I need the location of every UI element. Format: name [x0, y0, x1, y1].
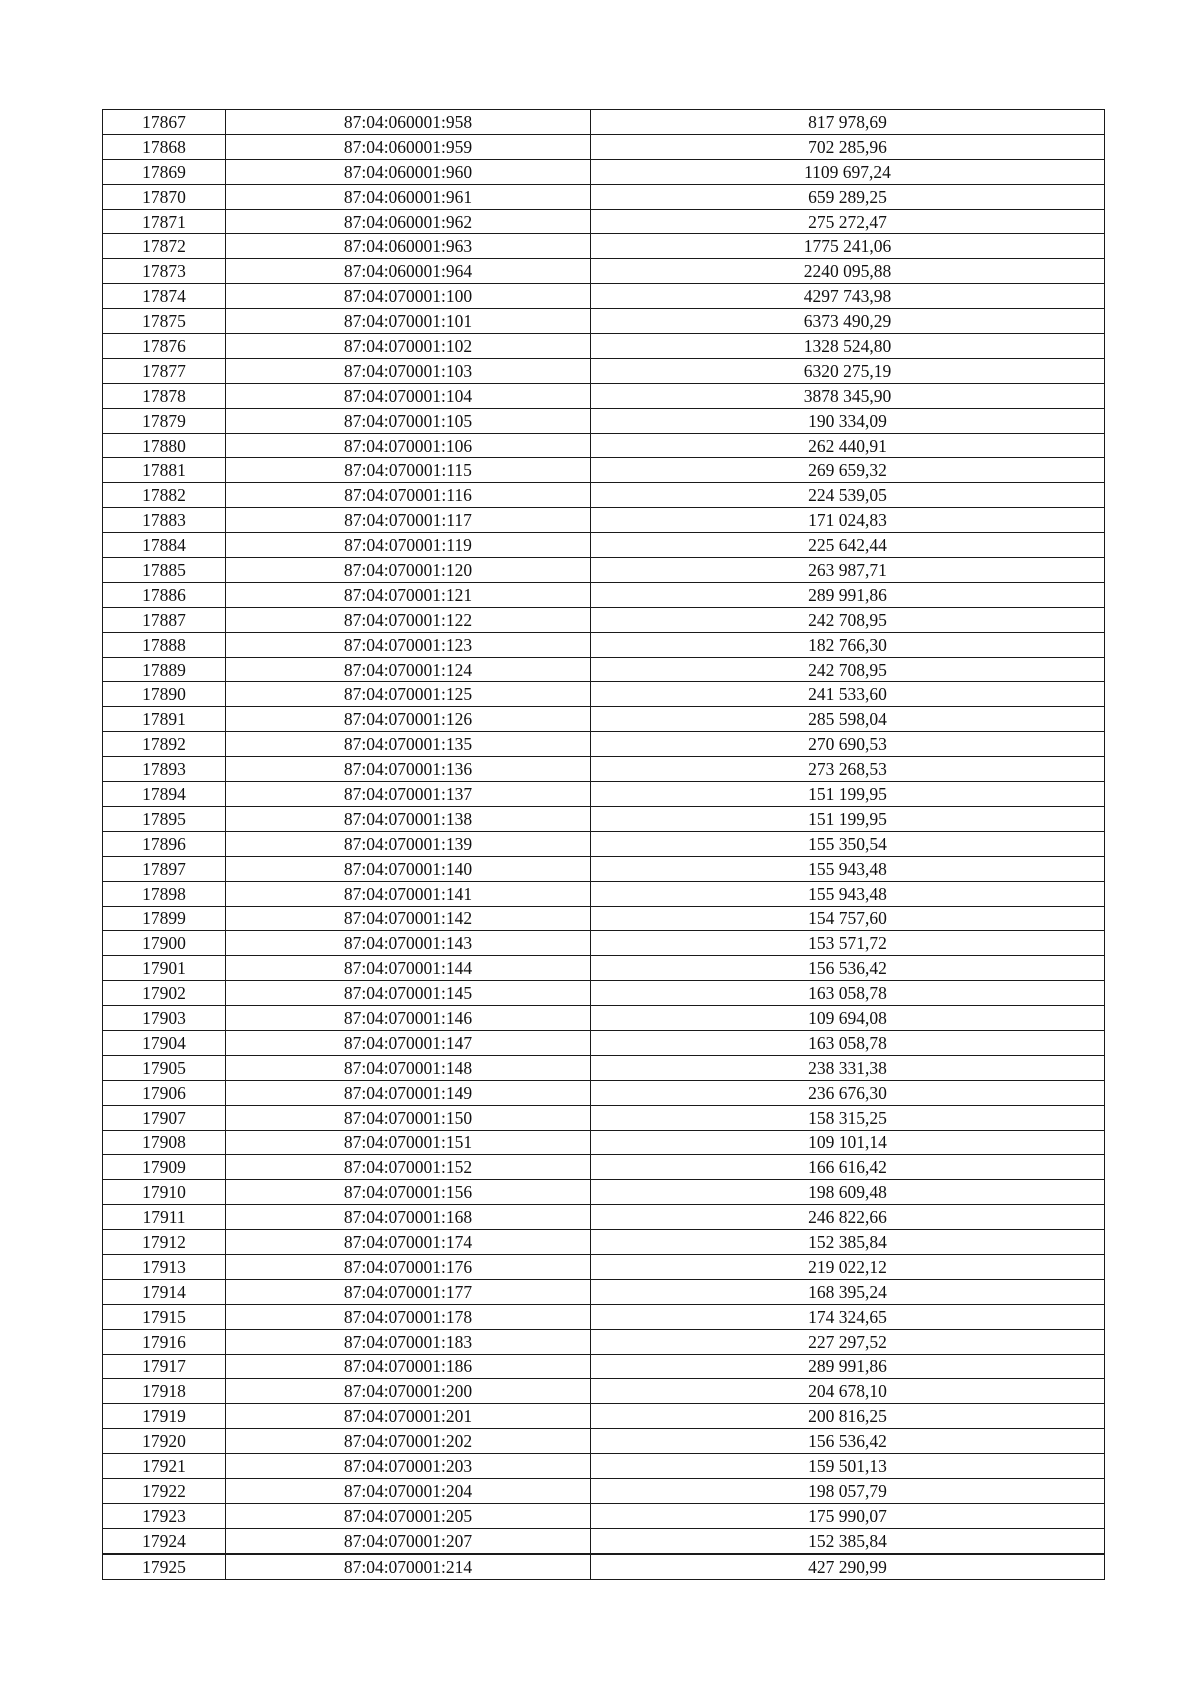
cadastral-value-cell: 289 991,86 — [591, 1354, 1105, 1379]
cadastral-number-cell: 87:04:060001:961 — [226, 184, 591, 209]
table-row — [103, 1304, 1105, 1329]
cadastral-number-cell: 87:04:070001:119 — [226, 533, 591, 558]
cadastral-number-cell: 87:04:070001:102 — [226, 334, 591, 359]
table-row — [103, 806, 1105, 831]
cadastral-value-cell: 163 058,78 — [591, 981, 1105, 1006]
table-body — [103, 110, 1105, 1580]
table-row — [103, 831, 1105, 856]
row-number-cell: 17915 — [103, 1304, 226, 1329]
cadastral-value-cell: 200 816,25 — [591, 1404, 1105, 1429]
table-row — [103, 1030, 1105, 1055]
cadastral-value-cell: 289 991,86 — [591, 582, 1105, 607]
table-row — [103, 1180, 1105, 1205]
cadastral-number-cell: 87:04:070001:104 — [226, 383, 591, 408]
cadastral-value-cell: 241 533,60 — [591, 682, 1105, 707]
cadastral-value-cell: 6320 275,19 — [591, 358, 1105, 383]
cadastral-number-cell: 87:04:070001:137 — [226, 782, 591, 807]
table-row — [103, 110, 1105, 135]
row-number-cell: 17867 — [103, 110, 226, 135]
table-row — [103, 582, 1105, 607]
row-number-cell: 17912 — [103, 1230, 226, 1255]
cadastral-value-cell: 174 324,65 — [591, 1304, 1105, 1329]
row-number-cell: 17876 — [103, 334, 226, 359]
table-row — [103, 1554, 1105, 1579]
cadastral-number-cell: 87:04:060001:959 — [226, 134, 591, 159]
table-row — [103, 1329, 1105, 1354]
table-row — [103, 906, 1105, 931]
table-row — [103, 856, 1105, 881]
table-row — [103, 483, 1105, 508]
row-number-cell: 17893 — [103, 757, 226, 782]
row-number-cell: 17889 — [103, 657, 226, 682]
table-row — [103, 309, 1105, 334]
table-row — [103, 1354, 1105, 1379]
cadastral-number-cell: 87:04:060001:958 — [226, 110, 591, 135]
table-row — [103, 632, 1105, 657]
cadastral-value-cell: 198 057,79 — [591, 1478, 1105, 1503]
cadastral-number-cell: 87:04:060001:960 — [226, 159, 591, 184]
cadastral-value-cell: 1328 524,80 — [591, 334, 1105, 359]
cadastral-number-cell: 87:04:070001:200 — [226, 1379, 591, 1404]
cadastral-number-cell: 87:04:070001:126 — [226, 707, 591, 732]
row-number-cell: 17890 — [103, 682, 226, 707]
cadastral-number-cell: 87:04:070001:103 — [226, 358, 591, 383]
row-number-cell: 17918 — [103, 1379, 226, 1404]
cadastral-value-cell: 154 757,60 — [591, 906, 1105, 931]
row-number-cell: 17877 — [103, 358, 226, 383]
row-number-cell: 17923 — [103, 1503, 226, 1528]
row-number-cell: 17892 — [103, 732, 226, 757]
row-number-cell: 17869 — [103, 159, 226, 184]
cadastral-number-cell: 87:04:070001:106 — [226, 433, 591, 458]
cadastral-number-cell: 87:04:070001:186 — [226, 1354, 591, 1379]
cadastral-value-table — [102, 109, 1105, 1580]
row-number-cell: 17897 — [103, 856, 226, 881]
row-number-cell: 17913 — [103, 1254, 226, 1279]
row-number-cell: 17916 — [103, 1329, 226, 1354]
row-number-cell: 17872 — [103, 234, 226, 259]
cadastral-value-cell: 219 022,12 — [591, 1254, 1105, 1279]
row-number-cell: 17879 — [103, 408, 226, 433]
row-number-cell: 17881 — [103, 458, 226, 483]
cadastral-value-cell: 204 678,10 — [591, 1379, 1105, 1404]
row-number-cell: 17883 — [103, 508, 226, 533]
cadastral-number-cell: 87:04:070001:125 — [226, 682, 591, 707]
table-row — [103, 707, 1105, 732]
cadastral-number-cell: 87:04:070001:140 — [226, 856, 591, 881]
table-row — [103, 1404, 1105, 1429]
cadastral-value-cell: 155 350,54 — [591, 831, 1105, 856]
cadastral-value-cell: 198 609,48 — [591, 1180, 1105, 1205]
cadastral-number-cell: 87:04:070001:207 — [226, 1528, 591, 1553]
cadastral-value-cell: 427 290,99 — [591, 1554, 1105, 1579]
cadastral-value-cell: 155 943,48 — [591, 856, 1105, 881]
row-number-cell: 17891 — [103, 707, 226, 732]
cadastral-value-cell: 152 385,84 — [591, 1528, 1105, 1553]
table-row — [103, 956, 1105, 981]
cadastral-number-cell: 87:04:070001:151 — [226, 1130, 591, 1155]
table-row — [103, 259, 1105, 284]
cadastral-number-cell: 87:04:060001:964 — [226, 259, 591, 284]
row-number-cell: 17871 — [103, 209, 226, 234]
cadastral-value-cell: 224 539,05 — [591, 483, 1105, 508]
row-number-cell: 17884 — [103, 533, 226, 558]
table-row — [103, 508, 1105, 533]
cadastral-value-cell: 702 285,96 — [591, 134, 1105, 159]
cadastral-value-cell: 109 694,08 — [591, 1006, 1105, 1031]
cadastral-value-cell: 159 501,13 — [591, 1454, 1105, 1479]
row-number-cell: 17925 — [103, 1554, 226, 1579]
cadastral-number-cell: 87:04:070001:203 — [226, 1454, 591, 1479]
cadastral-number-cell: 87:04:070001:144 — [226, 956, 591, 981]
row-number-cell: 17896 — [103, 831, 226, 856]
cadastral-value-cell: 262 440,91 — [591, 433, 1105, 458]
cadastral-value-cell: 166 616,42 — [591, 1155, 1105, 1180]
row-number-cell: 17894 — [103, 782, 226, 807]
cadastral-value-cell: 273 268,53 — [591, 757, 1105, 782]
cadastral-number-cell: 87:04:070001:183 — [226, 1329, 591, 1354]
cadastral-value-cell: 168 395,24 — [591, 1279, 1105, 1304]
cadastral-value-cell: 171 024,83 — [591, 508, 1105, 533]
table-row — [103, 1279, 1105, 1304]
row-number-cell: 17908 — [103, 1130, 226, 1155]
table-row — [103, 209, 1105, 234]
cadastral-number-cell: 87:04:070001:100 — [226, 284, 591, 309]
table-row — [103, 1454, 1105, 1479]
row-number-cell: 17907 — [103, 1105, 226, 1130]
cadastral-value-cell: 236 676,30 — [591, 1080, 1105, 1105]
cadastral-value-cell: 817 978,69 — [591, 110, 1105, 135]
row-number-cell: 17874 — [103, 284, 226, 309]
cadastral-value-cell: 155 943,48 — [591, 881, 1105, 906]
cadastral-value-cell: 1109 697,24 — [591, 159, 1105, 184]
cadastral-value-cell: 190 334,09 — [591, 408, 1105, 433]
table-row — [103, 358, 1105, 383]
cadastral-value-cell: 270 690,53 — [591, 732, 1105, 757]
cadastral-number-cell: 87:04:070001:147 — [226, 1030, 591, 1055]
cadastral-number-cell: 87:04:070001:178 — [226, 1304, 591, 1329]
cadastral-value-cell: 4297 743,98 — [591, 284, 1105, 309]
cadastral-number-cell: 87:04:070001:202 — [226, 1429, 591, 1454]
cadastral-value-cell: 275 272,47 — [591, 209, 1105, 234]
table-row — [103, 334, 1105, 359]
cadastral-number-cell: 87:04:070001:117 — [226, 508, 591, 533]
row-number-cell: 17873 — [103, 259, 226, 284]
cadastral-value-cell: 163 058,78 — [591, 1030, 1105, 1055]
row-number-cell: 17911 — [103, 1205, 226, 1230]
row-number-cell: 17898 — [103, 881, 226, 906]
cadastral-number-cell: 87:04:070001:204 — [226, 1478, 591, 1503]
table-row — [103, 159, 1105, 184]
cadastral-number-cell: 87:04:070001:145 — [226, 981, 591, 1006]
table-row — [103, 931, 1105, 956]
cadastral-number-cell: 87:04:070001:105 — [226, 408, 591, 433]
table-row — [103, 433, 1105, 458]
row-number-cell: 17882 — [103, 483, 226, 508]
row-number-cell: 17875 — [103, 309, 226, 334]
cadastral-number-cell: 87:04:070001:121 — [226, 582, 591, 607]
cadastral-value-cell: 158 315,25 — [591, 1105, 1105, 1130]
table-row — [103, 881, 1105, 906]
table-row — [103, 533, 1105, 558]
row-number-cell: 17906 — [103, 1080, 226, 1105]
cadastral-value-cell: 6373 490,29 — [591, 309, 1105, 334]
table-row — [103, 383, 1105, 408]
cadastral-number-cell: 87:04:070001:177 — [226, 1279, 591, 1304]
table-row — [103, 458, 1105, 483]
cadastral-value-cell: 263 987,71 — [591, 558, 1105, 583]
table-row — [103, 1080, 1105, 1105]
cadastral-value-cell: 246 822,66 — [591, 1205, 1105, 1230]
cadastral-number-cell: 87:04:070001:142 — [226, 906, 591, 931]
cadastral-value-cell: 659 289,25 — [591, 184, 1105, 209]
row-number-cell: 17903 — [103, 1006, 226, 1031]
table-row — [103, 981, 1105, 1006]
row-number-cell: 17910 — [103, 1180, 226, 1205]
cadastral-number-cell: 87:04:070001:149 — [226, 1080, 591, 1105]
table-row — [103, 782, 1105, 807]
cadastral-number-cell: 87:04:060001:962 — [226, 209, 591, 234]
table-row — [103, 1230, 1105, 1255]
table-row — [103, 134, 1105, 159]
cadastral-number-cell: 87:04:070001:139 — [226, 831, 591, 856]
table-row — [103, 1528, 1105, 1553]
row-number-cell: 17900 — [103, 931, 226, 956]
cadastral-value-cell: 269 659,32 — [591, 458, 1105, 483]
cadastral-number-cell: 87:04:070001:122 — [226, 607, 591, 632]
cadastral-number-cell: 87:04:070001:116 — [226, 483, 591, 508]
table-row — [103, 757, 1105, 782]
row-number-cell: 17887 — [103, 607, 226, 632]
row-number-cell: 17921 — [103, 1454, 226, 1479]
row-number-cell: 17886 — [103, 582, 226, 607]
table-row — [103, 1055, 1105, 1080]
table-row — [103, 682, 1105, 707]
cadastral-number-cell: 87:04:070001:214 — [226, 1554, 591, 1579]
cadastral-number-cell: 87:04:070001:124 — [226, 657, 591, 682]
cadastral-value-cell: 156 536,42 — [591, 1429, 1105, 1454]
cadastral-number-cell: 87:04:070001:141 — [226, 881, 591, 906]
cadastral-value-cell: 242 708,95 — [591, 607, 1105, 632]
table-row — [103, 184, 1105, 209]
table-row — [103, 1429, 1105, 1454]
cadastral-number-cell: 87:04:070001:150 — [226, 1105, 591, 1130]
cadastral-value-cell: 285 598,04 — [591, 707, 1105, 732]
row-number-cell: 17919 — [103, 1404, 226, 1429]
cadastral-value-cell: 225 642,44 — [591, 533, 1105, 558]
table-row — [103, 607, 1105, 632]
cadastral-value-cell: 175 990,07 — [591, 1503, 1105, 1528]
row-number-cell: 17922 — [103, 1478, 226, 1503]
cadastral-number-cell: 87:04:070001:205 — [226, 1503, 591, 1528]
cadastral-value-cell: 151 199,95 — [591, 806, 1105, 831]
row-number-cell: 17920 — [103, 1429, 226, 1454]
cadastral-value-cell: 2240 095,88 — [591, 259, 1105, 284]
table-row — [103, 1503, 1105, 1528]
row-number-cell: 17917 — [103, 1354, 226, 1379]
table-row — [103, 1254, 1105, 1279]
row-number-cell: 17895 — [103, 806, 226, 831]
table-row — [103, 1130, 1105, 1155]
cadastral-number-cell: 87:04:070001:101 — [226, 309, 591, 334]
cadastral-number-cell: 87:04:070001:176 — [226, 1254, 591, 1279]
table-row — [103, 234, 1105, 259]
cadastral-number-cell: 87:04:070001:115 — [226, 458, 591, 483]
cadastral-value-cell: 152 385,84 — [591, 1230, 1105, 1255]
cadastral-value-cell: 109 101,14 — [591, 1130, 1105, 1155]
cadastral-number-cell: 87:04:070001:138 — [226, 806, 591, 831]
cadastral-value-cell: 182 766,30 — [591, 632, 1105, 657]
cadastral-number-cell: 87:04:060001:963 — [226, 234, 591, 259]
cadastral-value-cell: 1775 241,06 — [591, 234, 1105, 259]
table-row — [103, 1379, 1105, 1404]
cadastral-value-cell: 156 536,42 — [591, 956, 1105, 981]
row-number-cell: 17870 — [103, 184, 226, 209]
cadastral-value-cell: 3878 345,90 — [591, 383, 1105, 408]
cadastral-number-cell: 87:04:070001:174 — [226, 1230, 591, 1255]
table-row — [103, 1155, 1105, 1180]
cadastral-number-cell: 87:04:070001:148 — [226, 1055, 591, 1080]
row-number-cell: 17899 — [103, 906, 226, 931]
row-number-cell: 17885 — [103, 558, 226, 583]
table-row — [103, 1205, 1105, 1230]
table-row — [103, 558, 1105, 583]
row-number-cell: 17909 — [103, 1155, 226, 1180]
table-row — [103, 1478, 1105, 1503]
row-number-cell: 17901 — [103, 956, 226, 981]
cadastral-value-cell: 238 331,38 — [591, 1055, 1105, 1080]
cadastral-number-cell: 87:04:070001:143 — [226, 931, 591, 956]
cadastral-number-cell: 87:04:070001:168 — [226, 1205, 591, 1230]
row-number-cell: 17878 — [103, 383, 226, 408]
table-row — [103, 408, 1105, 433]
cadastral-number-cell: 87:04:070001:201 — [226, 1404, 591, 1429]
cadastral-number-cell: 87:04:070001:146 — [226, 1006, 591, 1031]
cadastral-value-cell: 151 199,95 — [591, 782, 1105, 807]
cadastral-value-cell: 227 297,52 — [591, 1329, 1105, 1354]
table-row — [103, 657, 1105, 682]
table-row — [103, 1105, 1105, 1130]
row-number-cell: 17868 — [103, 134, 226, 159]
table-row — [103, 1006, 1105, 1031]
cadastral-number-cell: 87:04:070001:156 — [226, 1180, 591, 1205]
row-number-cell: 17914 — [103, 1279, 226, 1304]
table-row — [103, 732, 1105, 757]
cadastral-number-cell: 87:04:070001:152 — [226, 1155, 591, 1180]
row-number-cell: 17904 — [103, 1030, 226, 1055]
row-number-cell: 17888 — [103, 632, 226, 657]
cadastral-number-cell: 87:04:070001:135 — [226, 732, 591, 757]
cadastral-number-cell: 87:04:070001:120 — [226, 558, 591, 583]
table-row — [103, 284, 1105, 309]
row-number-cell: 17902 — [103, 981, 226, 1006]
row-number-cell: 17905 — [103, 1055, 226, 1080]
row-number-cell: 17880 — [103, 433, 226, 458]
cadastral-number-cell: 87:04:070001:123 — [226, 632, 591, 657]
row-number-cell: 17924 — [103, 1528, 226, 1553]
cadastral-value-cell: 153 571,72 — [591, 931, 1105, 956]
cadastral-value-cell: 242 708,95 — [591, 657, 1105, 682]
cadastral-number-cell: 87:04:070001:136 — [226, 757, 591, 782]
